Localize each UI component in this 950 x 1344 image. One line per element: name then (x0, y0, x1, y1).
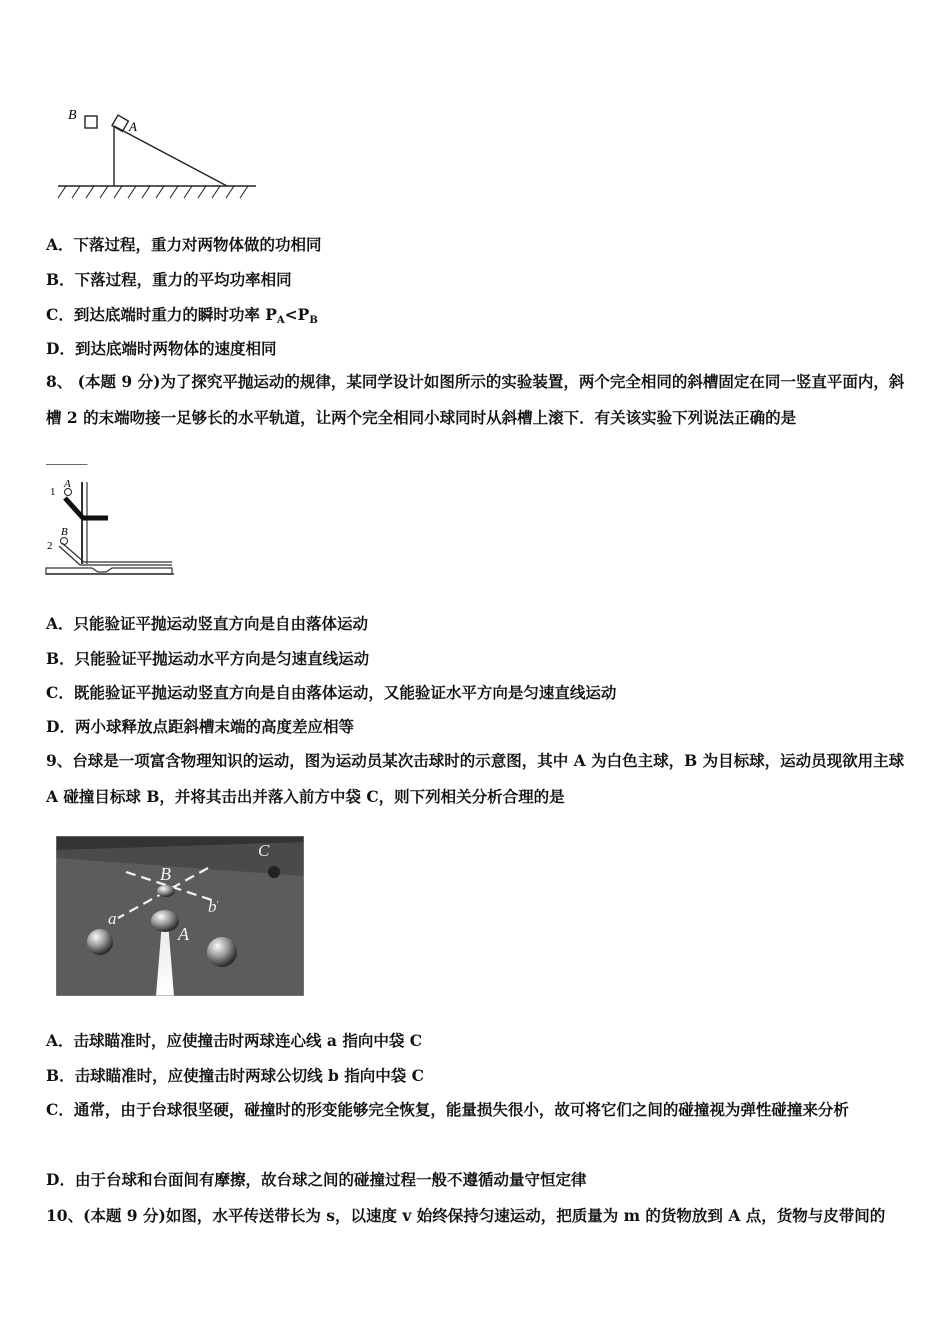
q9-option-d: D．由于台球和台面间有摩擦，故台球之间的碰撞过程一般不遵循动量守恒定律 (46, 1170, 587, 1189)
label-pocket-c: C (258, 841, 270, 860)
label-ball-a: A (178, 924, 189, 944)
label-ball-b: B (160, 864, 171, 884)
label-ball-b: B (61, 526, 68, 538)
label-b: B (68, 108, 77, 123)
ramp-apparatus-figure (42, 474, 178, 586)
q7-option-d: D．到达底端时两物体的速度相同 (46, 339, 277, 358)
q9-option-b: B．击球瞄准时，应使撞击时两球公切线 b 指向中袋 C (46, 1066, 424, 1085)
q8-answer-blank: ______ (46, 447, 87, 465)
q8-option-c: C．既能验证平抛运动竖直方向是自由落体运动，又能验证水平方向是匀速直线运动 (46, 683, 617, 702)
label-ramp-2: 2 (47, 540, 53, 552)
subscript-b: B (309, 315, 318, 326)
q8-option-b: B．只能验证平抛运动水平方向是匀速直线运动 (46, 649, 370, 668)
less-than: <P (284, 305, 310, 324)
label-line-a: a (108, 909, 117, 928)
q8-option-a: A．只能验证平抛运动竖直方向是自由落体运动 (46, 614, 369, 633)
block-b (85, 116, 97, 128)
q9-option-c: C．通常，由于台球很坚硬，碰撞时的形变能够完全恢复，能量损失很小，故可将它们之间的碰撞视为弹性碰撞来分析 (46, 1100, 849, 1119)
q7-option-b: B．下落过程，重力的平均功率相同 (46, 270, 292, 289)
q9-stem: 9、台球是一项富含物理知识的运动，图为运动员某次击球时的示意图，其中 A 为白色主球，B 为目标球，运动员现欲用主球 A 碰撞目标球 B，并将其击出并落入前方中袋 C，则下列相关分析合理的是 (46, 751, 905, 806)
q10-stem: 10、(本题 9 分)如图，水平传送带长为 s，以速度 v 始终保持匀速运动，把质量为 m 的货物放到 A 点，货物与皮带间的 (46, 1206, 886, 1225)
q7-option-c-text: C．到达底端时重力的瞬时功率 P (46, 305, 277, 324)
billiards-photo (56, 836, 304, 996)
q8-option-d: D．两小球释放点距斜槽末端的高度差应相等 (46, 717, 354, 736)
label-ball-a: A (64, 478, 71, 490)
subscript-a: A (276, 315, 285, 326)
q9-option-a: A．击球瞄准时，应使撞击时两球连心线 a 指向中袋 C (46, 1031, 423, 1050)
incline-figure (52, 100, 262, 205)
label-ramp-1: 1 (50, 486, 56, 498)
ball-b (61, 538, 68, 545)
label-a: A (129, 119, 137, 134)
label-line-b: b (208, 897, 217, 916)
q8-stem: 8、 (本题 9 分)为了探究平抛运动的规律，某同学设计如图所示的实验装置，两个完全相同的斜槽固定在同一竖直平面内，斜槽 2 的末端吻接一足够长的水平轨道，让两个完全相同小球同时从斜槽上滚下．有关该实验下列说法正确的是 (46, 372, 905, 427)
q7-option-a: A．下落过程，重力对两物体做的功相同 (46, 235, 322, 254)
q7-option-c (46, 305, 318, 331)
